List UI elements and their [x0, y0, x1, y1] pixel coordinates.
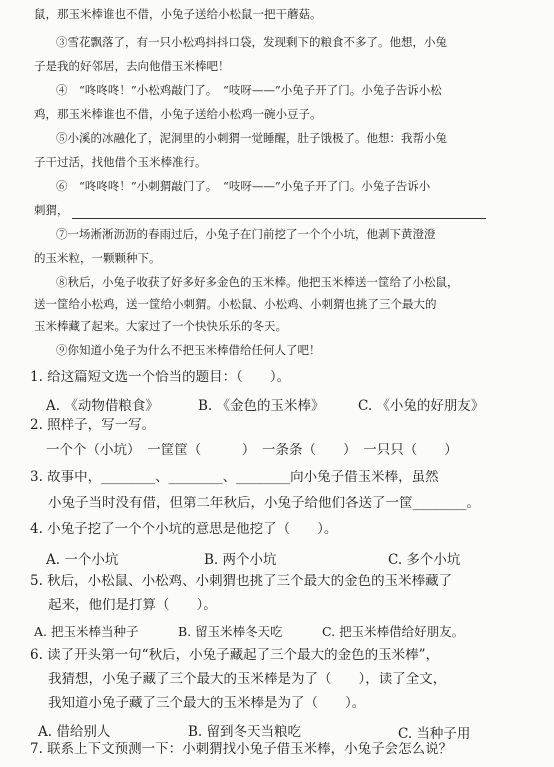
q2-fill-row[interactable]: 一个个（小坑） 一筐筐（ ） 一条条（ ） 一只只（ ）: [46, 443, 458, 458]
q4-option-a[interactable]: A. 一个小坑: [46, 552, 119, 568]
passage-line: 玉米棒藏了起来。大家过了一个快快乐乐的冬天。: [34, 320, 287, 333]
q6-option-b[interactable]: B. 留到冬天当粮吃: [188, 724, 302, 740]
question-1: 1. 给这篇短文选一个恰当的题目：（ ）。: [30, 370, 291, 385]
passage-paragraph-4: ④ “咚咚咚！”小松鸡敲门了。 “吱呀——”小兔子开了门。小兔子告诉小松: [56, 84, 442, 97]
q1-option-a[interactable]: A. 《动物借粮食》: [46, 398, 159, 414]
question-7-line-1: 7. 联系上下文预测一下：小刺猬找小兔子借玉米棒，小兔子会怎么说？: [30, 742, 453, 757]
passage-line: 送一筐给小松鸡，送一筐给小刺猬。小松鼠、小松鸡、小刺猬也挑了三个最大的: [34, 298, 437, 311]
question-3-line-1[interactable]: 3. 故事中，________、________、________向小兔子借玉米棒，虽然: [30, 470, 439, 485]
passage-paragraph-5: ⑤小溪的冰融化了，泥洞里的小刺猬一觉睡醒，肚子饿极了。他想：我帮小兔: [56, 132, 447, 145]
question-6-line-2[interactable]: 我猜想，小兔子藏了三个最大的玉米棒是为了（ ），读了全文，: [48, 672, 447, 687]
passage-line: 鼠，那玉米棒谁也不借，小兔子送给小松鼠一把干蘑菇。: [34, 8, 322, 21]
q4-option-c[interactable]: C. 多个小坑: [388, 552, 461, 568]
passage-paragraph-6: ⑥ “咚咚咚！”小刺猬敲门了。 “吱呀——”小兔子开了门。小兔子告诉小: [56, 180, 431, 193]
question-6-line-1: 6. 读了开头第一句“秋后，小兔子藏起了三个最大的金色的玉米棒”，: [30, 648, 439, 663]
passage-paragraph-9: ⑨你知道小兔子为什么不把玉米棒借给任何人了吧！: [56, 344, 321, 357]
answer-blank-line[interactable]: [72, 218, 486, 219]
q1-option-c[interactable]: C. 《小兔的好朋友》: [358, 398, 485, 414]
q5-option-a[interactable]: A. 把玉米棒当种子: [34, 624, 139, 639]
q4-option-b[interactable]: B. 两个小坑: [204, 552, 277, 568]
q5-option-b[interactable]: B. 留玉米棒冬天吃: [178, 624, 283, 639]
passage-line: 子是我的好邻居，去向他借玉米棒吧！: [34, 60, 230, 73]
question-4: 4. 小兔子挖了一个个小坑的意思是他挖了（ ）。: [30, 522, 338, 537]
passage-paragraph-7: ⑦一场淅淅沥沥的春雨过后，小兔子在门前挖了一个个小坑，他剥下黄澄澄: [56, 228, 436, 241]
q5-option-c[interactable]: C. 把玉米棒借给好朋友。: [322, 624, 465, 639]
question-6-line-3[interactable]: 我知道小兔子藏了三个最大的玉米棒是为了（ ）。: [48, 696, 366, 711]
question-3-line-2[interactable]: 小兔子当时没有借，但第二年秋后，小兔子给他们各送了一筐________。: [48, 496, 480, 511]
passage-line: 鸡，那玉米棒谁也不借，小兔子送给小松鸡一碗小豆子。: [34, 108, 322, 121]
question-5-line-1: 5. 秋后，小松鼠、小松鸡、小刺猬也挑了三个最大的金色的玉米棒藏了: [30, 574, 453, 589]
passage-line: 子干过活，找他借个玉米棒准行。: [34, 156, 207, 169]
q1-option-b[interactable]: B. 《金色的玉米棒》: [198, 398, 325, 414]
question-5-line-2: 起来，他们是打算（ ）。: [48, 598, 217, 613]
question-2: 2. 照样子，写一写。: [30, 418, 156, 433]
passage-paragraph-8: ⑧秋后，小兔子收获了好多好多金色的玉米棒。他把玉米棒送一筐给了小松鼠，: [56, 276, 459, 289]
passage-paragraph-3: ③雪花飘落了，有一只小松鸡抖抖口袋，发现剩下的粮食不多了。他想，小兔: [56, 36, 447, 49]
q6-option-a[interactable]: A. 借给别人: [38, 724, 111, 740]
passage-line: 的玉米粒，一颗颗种下。: [34, 252, 161, 265]
passage-line: 刺猬，: [34, 204, 69, 217]
q6-option-c[interactable]: C. 当种子用: [398, 726, 471, 742]
